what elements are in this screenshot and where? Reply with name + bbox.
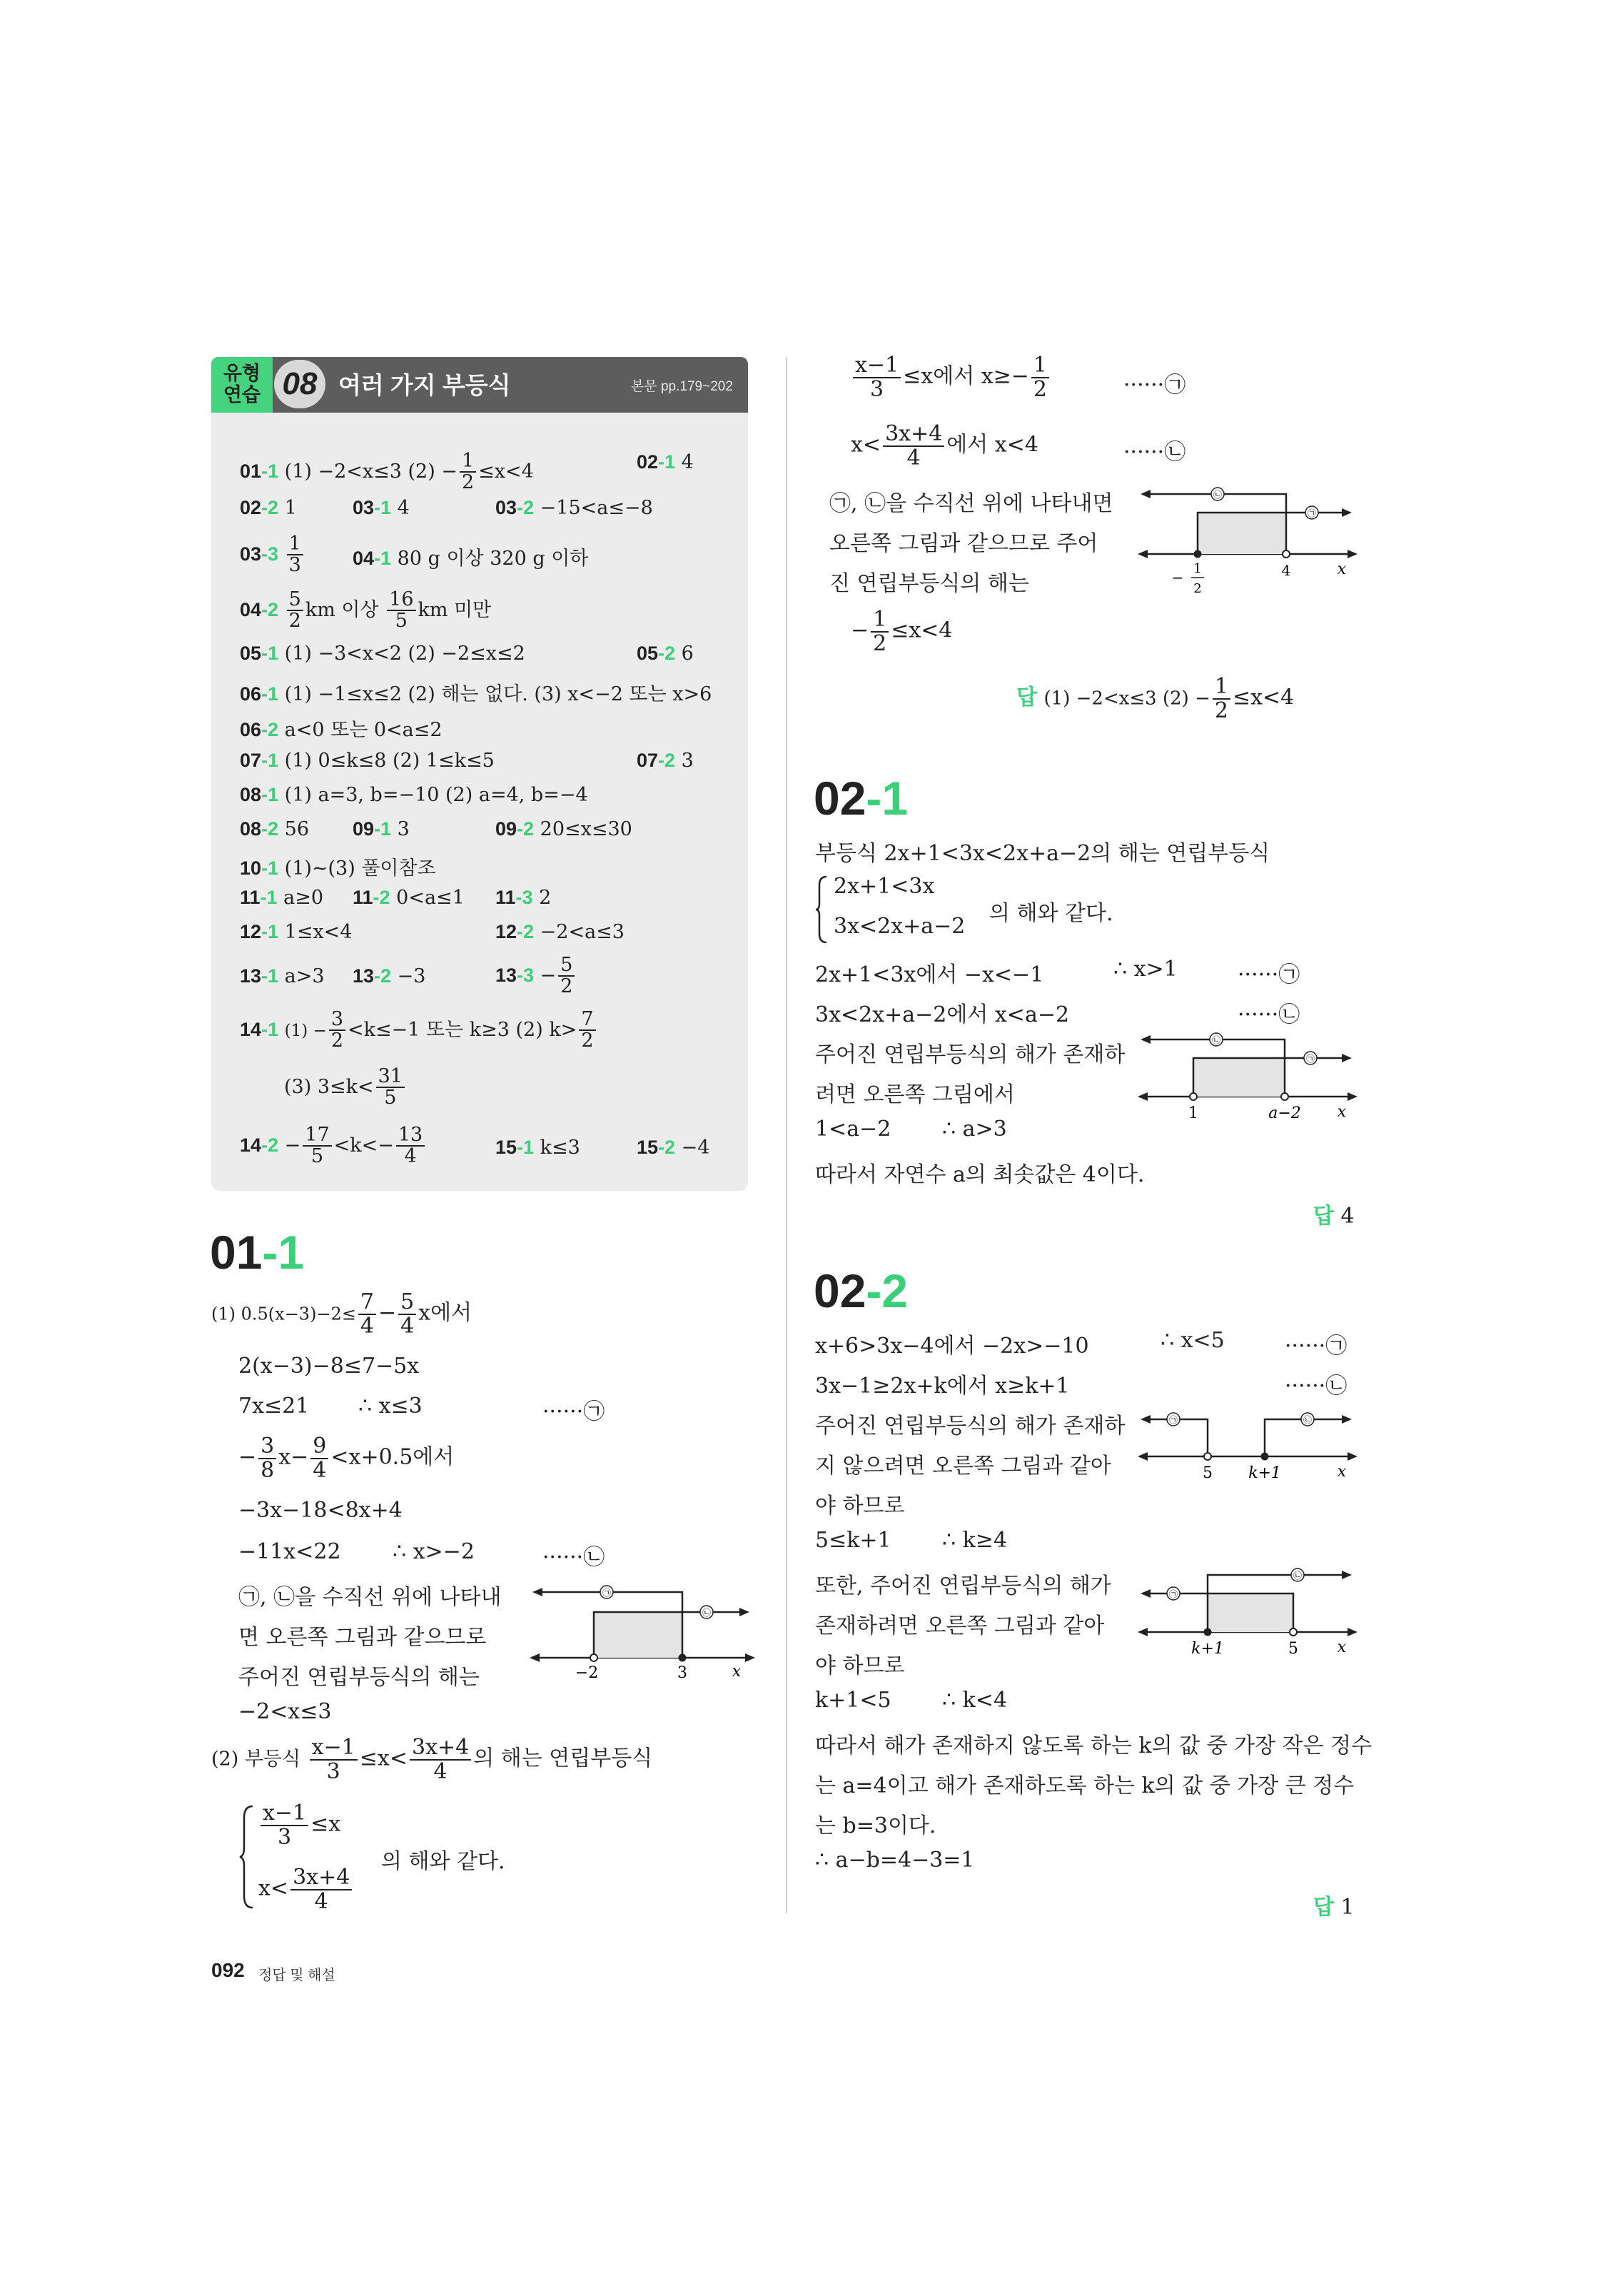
system-line-1: $\frac{x-1}{3}$ ≤x — [258, 1802, 340, 1848]
answer-06-1: 06-1 (1) −1≤x≤2 (2) 해는 없다. (3) x<−2 또는 x>6 — [240, 683, 712, 705]
solution-line: 3x−1≥2x+k에서 x≥k+1 — [815, 1374, 1070, 1399]
answer-01-1: 01-1 (1) −2<x≤3 (2) − $\frac{1}{2}$ ≤x<4 — [240, 450, 534, 494]
solution-line: 의 해와 같다. — [989, 901, 1113, 926]
column-divider — [786, 357, 787, 1913]
answer-06-2: 06-2 a<0 또는 0<a≤2 — [240, 719, 443, 741]
unit-number: 08 — [274, 360, 325, 408]
solution-line: 3x<2x+a−2에서 x<a−2 — [815, 1002, 1070, 1027]
solution-line: 주어진 연립부등식의 해가 존재하 — [815, 1414, 1126, 1439]
number-line-01-1 — [528, 1578, 757, 1685]
closed-dot — [1261, 1453, 1269, 1461]
answer-11-1: 11-1 a≥0 — [240, 887, 324, 909]
answer-11-3: 11-3 2 — [495, 887, 552, 909]
solution-line: 야 하므로 — [815, 1653, 905, 1678]
page-reference: 본문 pp.179~202 — [631, 379, 733, 394]
arrow-left-icon — [1138, 550, 1148, 558]
solution-line: 진 연립부등식의 해는 — [829, 571, 1029, 596]
tag-label: ㉠ — [1168, 1589, 1178, 1599]
equation-tag: ······㉠ — [542, 1399, 605, 1424]
solution-line: x+6>3x−4에서 −2x>−10 — [815, 1334, 1089, 1359]
answer-09-1: 09-1 3 — [353, 818, 410, 840]
solution-line: k+1<5 — [815, 1688, 891, 1713]
number-line-02-2-b — [1136, 1564, 1359, 1663]
system-brace — [815, 874, 829, 945]
solution-region — [1198, 513, 1286, 554]
answer-08-1: 08-1 (1) a=3, b=−10 (2) a=4, b=−4 — [240, 784, 588, 806]
answer-10-1: 10-1 (1)~(3) 풀이참조 — [240, 857, 436, 880]
tick-label: 3 — [677, 1664, 687, 1682]
answer-03-3: 03-3 $\frac{1}{3}$ — [240, 534, 305, 576]
arrow-right-icon — [1342, 1571, 1352, 1579]
solution-line: 면 오른쪽 그림과 같으므로 — [238, 1625, 487, 1650]
answer-13-3: 13-3 − $\frac{5}{2}$ — [495, 955, 577, 997]
solution-line: 존재하려면 오른쪽 그림과 같아 — [815, 1613, 1105, 1638]
type-badge: 유형 연습 — [211, 357, 273, 413]
solution-line: ∴ k<4 — [942, 1688, 1008, 1713]
arrow-right-icon — [1348, 1092, 1357, 1101]
final-answer-02-2: 답 1 — [1313, 1895, 1355, 1920]
solution-line: 는 a=4이고 해가 존재하도록 하는 k의 값 중 가장 큰 정수 — [815, 1773, 1355, 1798]
solution-line: 따라서 자연수 a의 최솟값은 4이다. — [815, 1162, 1145, 1187]
fraction: $\frac{1}{2}$ — [460, 451, 476, 493]
arrow-left-icon — [532, 1588, 542, 1596]
number-line-02-1 — [1136, 1027, 1359, 1127]
arrow-left-icon — [1138, 1628, 1148, 1636]
solution-line: 는 b=3이다. — [815, 1813, 936, 1838]
final-answer-01-1: 답 (1) −2<x≤3 (2) − $\frac{1}{2}$ ≤x<4 — [1016, 674, 1295, 723]
tag-label: ㉡ — [1211, 1035, 1221, 1045]
solution-line: −3x−18<8x+4 — [238, 1498, 403, 1523]
tick-label: 5 — [1203, 1464, 1213, 1482]
solution-line: x< $\frac{3x+4}{4}$ 에서 x<4 — [851, 421, 1038, 470]
arrow-right-icon — [1348, 550, 1357, 558]
answer-03-2: 03-2 −15<a≤−8 — [495, 497, 653, 519]
solution-line: 려면 오른쪽 그림에서 — [815, 1082, 1015, 1107]
solution-region — [594, 1612, 682, 1658]
tick-label: 4 — [1281, 562, 1291, 579]
equation-tag: ······㉠ — [1285, 1334, 1348, 1359]
answer-13-2: 13-2 −3 — [353, 965, 426, 987]
answer-07-2: 07-2 3 — [637, 750, 694, 772]
answer-14-1: 14-1 (1) − $\frac{3}{2}$ <k≤−1 또는 k≥3 (2) k> $\frac{7}{2}$ — [240, 1009, 598, 1052]
system-line-2: x< $\frac{3x+4}{4}$ — [258, 1866, 354, 1913]
solution-line: −2<x≤3 — [238, 1699, 332, 1724]
arrow-right-icon — [1342, 1415, 1352, 1424]
open-dot — [1283, 550, 1290, 558]
equation-tag: ······㉡ — [542, 1545, 605, 1570]
answer-05-1: 05-1 (1) −3<x<2 (2) −2≤x≤2 — [240, 643, 525, 665]
system-line-2: 3x<2x+a−2 — [834, 914, 966, 939]
solution-line: 의 해와 같다. — [381, 1849, 505, 1874]
arrow-left-icon — [1141, 1035, 1151, 1044]
arrow-right-icon — [1342, 508, 1352, 517]
answer-14-2: 14-2 − $\frac{17}{5}$ <k<− $\frac{13}{4}$ — [240, 1125, 427, 1167]
solution-line: − $\frac{3}{8}$ x− $\frac{9}{4}$ <x+0.5에서 — [238, 1434, 455, 1483]
answer-15-1: 15-1 k≤3 — [495, 1137, 580, 1159]
page-number: 092 — [211, 1959, 245, 1981]
solution-line: 2(x−3)−8≤7−5x — [238, 1354, 420, 1379]
unit-title: 여러 가지 부등식 — [338, 372, 511, 398]
tag-label: ㉡ — [1293, 1571, 1303, 1581]
section-title-02-2: 02-2 — [814, 1264, 909, 1317]
answer-09-2: 09-2 20≤x≤30 — [495, 818, 632, 840]
solution-line: 오른쪽 그림과 같으므로 주어 — [829, 531, 1098, 556]
answer-12-1: 12-1 1≤x<4 — [240, 921, 353, 943]
arrow-right-icon — [1348, 1452, 1357, 1461]
arrow-right-icon — [739, 1608, 749, 1616]
solution-line: ㉠, ㉡을 수직선 위에 나타내 — [238, 1585, 502, 1610]
answer-11-2: 11-2 0<a≤1 — [353, 887, 465, 909]
solution-line: ∴ x>−2 — [393, 1539, 475, 1564]
solution-line: 주어진 연립부등식의 해가 존재하 — [815, 1042, 1126, 1067]
arrow-left-icon — [1138, 1452, 1148, 1461]
arrow-right-icon — [1348, 1628, 1357, 1636]
solution-line: ∴ k≥4 — [942, 1528, 1008, 1553]
solution-region — [1193, 1058, 1285, 1097]
answer-13-1: 13-1 a>3 — [240, 965, 325, 987]
solution-line: ∴ x<5 — [1161, 1328, 1225, 1353]
solution-line: 1<a−2 — [815, 1117, 891, 1142]
section-title-02-1: 02-1 — [814, 772, 909, 825]
system-line-1: 2x+1<3x — [834, 874, 935, 899]
axis-label: x — [732, 1663, 742, 1681]
solution-line: ㉠, ㉡을 수직선 위에 나타내면 — [829, 491, 1113, 516]
solution-line: 부등식 2x+1<3x<2x+a−2의 해는 연립부등식 — [815, 841, 1270, 866]
solution-line: 따라서 해가 존재하지 않도록 하는 k의 값 중 가장 작은 정수 — [815, 1733, 1372, 1758]
open-dot — [590, 1654, 597, 1661]
solution-line: ∴ a−b=4−3=1 — [815, 1848, 975, 1873]
final-answer-02-1: 답 4 — [1313, 1204, 1355, 1229]
tag-label: ㉠ — [1305, 1054, 1315, 1064]
solution-line: 주어진 연립부등식의 해는 — [238, 1665, 480, 1690]
arrow-right-icon — [745, 1653, 755, 1662]
equation-tag: ······㉠ — [1238, 962, 1300, 987]
tick-label: −2 — [575, 1664, 599, 1682]
tick-label: 5 — [1288, 1640, 1298, 1658]
footer-label: 정답 및 해설 — [258, 1968, 335, 1983]
tick-label: a−2 — [1268, 1104, 1301, 1122]
solution-line: (1) 0.5(x−3)−2≤ $\frac{7}{4}$ − $\frac{5}{4}$ x에서 — [211, 1289, 472, 1339]
tag-label: ㉠ — [602, 1588, 612, 1598]
solution-line: ∴ a>3 — [942, 1117, 1007, 1142]
axis-label: x — [1337, 1638, 1347, 1656]
answer-15-2: 15-2 −4 — [637, 1137, 710, 1159]
solution-line: −11x<22 — [238, 1539, 341, 1564]
answer-04-1: 04-1 80 g 이상 320 g 이하 — [353, 548, 589, 570]
equation-tag: ······㉠ — [1123, 373, 1186, 398]
equation-tag: ······㉡ — [1238, 1002, 1300, 1027]
tick-label: 2 — [1193, 581, 1202, 596]
solution-line: − $\frac{1}{2}$ ≤x<4 — [851, 607, 953, 656]
answer-02-1: 02-1 4 — [637, 451, 694, 473]
arrow-left-icon — [1141, 1415, 1151, 1424]
solution-line: 5≤k+1 — [815, 1528, 891, 1553]
tag-label: ㉡ — [1213, 490, 1223, 500]
answer-04-2: 04-2 $\frac{5}{2}$ km 이상 $\frac{16}{5}$ km 미만 — [240, 588, 492, 633]
solution-line: 지 않으려면 오른쪽 그림과 같아 — [815, 1454, 1111, 1479]
arrow-left-icon — [1141, 1589, 1151, 1598]
number-line-01-1-2 — [1136, 480, 1359, 601]
arrow-left-icon — [530, 1653, 540, 1662]
tick-label: 1 — [1193, 561, 1202, 576]
tag-label: ㉠ — [1168, 1415, 1178, 1425]
solution-line: ∴ x≤3 — [358, 1394, 423, 1419]
tag-label: ㉡ — [702, 1608, 712, 1618]
answer-14-1-3: (3) 3≤k< $\frac{31}{5}$ — [284, 1067, 407, 1109]
open-dot — [1281, 1093, 1288, 1100]
solution-line: 7x≤21 — [238, 1394, 310, 1419]
tag-label: ㉡ — [1303, 1415, 1313, 1425]
answer-05-2: 05-2 6 — [637, 643, 694, 665]
open-dot — [1290, 1628, 1297, 1636]
axis-label: x — [1337, 1103, 1347, 1121]
axis-label: x — [1337, 1463, 1347, 1481]
answer-02-2: 02-2 1 — [240, 497, 297, 519]
system-brace — [238, 1803, 256, 1910]
answer-03-1: 03-1 4 — [353, 497, 410, 519]
solution-line: 2x+1<3x에서 −x<−1 — [815, 962, 1044, 987]
solution-line: $\frac{x-1}{3}$ ≤x에서 x≥− $\frac{1}{2}$ — [851, 354, 1051, 401]
tick-label: 1 — [1188, 1104, 1198, 1122]
answer-08-2: 08-2 56 — [240, 818, 310, 840]
solution-line: 또한, 주어진 연립부등식의 해가 — [815, 1574, 1111, 1598]
closed-dot — [1204, 1628, 1212, 1636]
open-dot — [1204, 1453, 1211, 1460]
number-line-02-2-a — [1136, 1405, 1359, 1488]
equation-tag: ······㉡ — [1285, 1374, 1348, 1399]
tick-label: − — [1171, 569, 1184, 586]
tick-label: k+1 — [1248, 1464, 1281, 1482]
solution-line: (2) 부등식 $\frac{x-1}{3}$ ≤x< $\frac{3x+4}{4}$ 의 해는 연립부등식 — [211, 1735, 653, 1784]
tick-label: k+1 — [1191, 1640, 1224, 1658]
solution-line: ∴ x>1 — [1113, 957, 1178, 982]
solution-region — [1208, 1593, 1293, 1632]
closed-dot — [679, 1654, 687, 1662]
tag-label: ㉠ — [1307, 508, 1317, 518]
arrow-left-icon — [1141, 490, 1151, 498]
axis-label: x — [1337, 560, 1347, 578]
answer-12-2: 12-2 −2<a≤3 — [495, 921, 625, 943]
equation-tag: ······㉡ — [1123, 440, 1186, 465]
arrow-right-icon — [1342, 1054, 1352, 1062]
answer-07-1: 07-1 (1) 0≤k≤8 (2) 1≤k≤5 — [240, 750, 495, 772]
section-title-01-1: 01-1 — [210, 1226, 305, 1279]
arrow-left-icon — [1138, 1092, 1148, 1101]
solution-line: 야 하므로 — [815, 1494, 905, 1519]
closed-dot — [1194, 550, 1202, 558]
open-dot — [1190, 1093, 1197, 1100]
